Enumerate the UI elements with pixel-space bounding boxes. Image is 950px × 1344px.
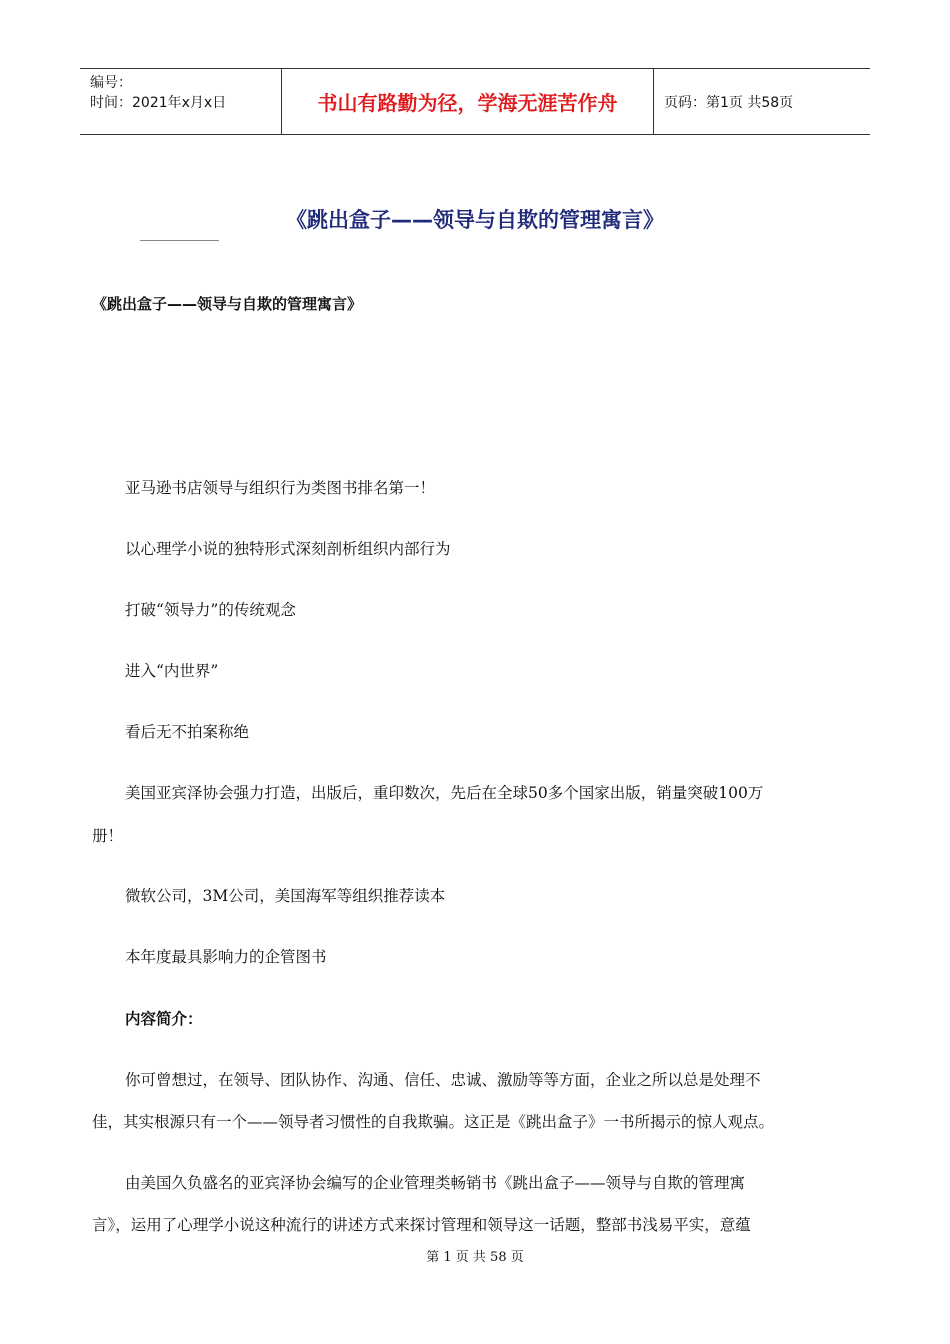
paragraph: 亚马逊书店领导与组织行为类图书排名第一！ (125, 479, 436, 497)
document-title: 《跳出盒子——领导与自欺的管理寓言》 (286, 208, 664, 232)
paragraph: 进入“内世界” (125, 662, 219, 680)
paragraph: 本年度最具影响力的企管图书 (125, 948, 327, 966)
header-page-info: 页码：第1页 共58页 (664, 94, 794, 111)
number-label: 编号： (90, 75, 132, 91)
paragraph: 看后无不拍案称绝 (125, 723, 250, 741)
paragraph: 美国亚宾泽协会强力打造，出版后，重印数次，先后在全球50多个国家出版，销量突破100万 (125, 784, 764, 802)
header-motto: 书山有路勤为径，学海无涯苦作舟 (282, 69, 654, 134)
time-label: 时间：2021年x月x日 (90, 95, 227, 111)
header-meta-cell (80, 69, 282, 134)
paragraph: 以心理学小说的独特形式深刻剖析组织内部行为 (125, 540, 451, 558)
paragraph: 你可曾想过，在领导、团队协作、沟通、信任、忠诚、激励等等方面，企业之所以总是处理不 (125, 1071, 761, 1089)
title-divider (140, 240, 219, 241)
paragraph: 言》，运用了心理学小说这种流行的讲述方式来探讨管理和领导这一话题，整部书浅易平实，意蕴 (92, 1216, 751, 1234)
paragraph: 由美国久负盛名的亚宾泽协会编写的企业管理类畅销书《跳出盒子——领导与自欺的管理寓 (125, 1174, 746, 1192)
paragraph: 打破“领导力”的传统观念 (125, 601, 296, 619)
paragraph: 微软公司，3M公司，美国海军等组织推荐读本 (125, 887, 446, 905)
paragraph: 佳，其实根源只有一个——领导者习惯性的自我欺骗。这正是《跳出盒子》一书所揭示的惊人观点。 (92, 1113, 775, 1131)
page-footer: 第 1 页 共 58 页 (426, 1250, 524, 1265)
section-heading: 内容简介： (125, 1010, 203, 1028)
header-table (80, 68, 870, 135)
document-subtitle: 《跳出盒子——领导与自欺的管理寓言》 (92, 295, 363, 313)
paragraph: 册！ (92, 827, 124, 845)
